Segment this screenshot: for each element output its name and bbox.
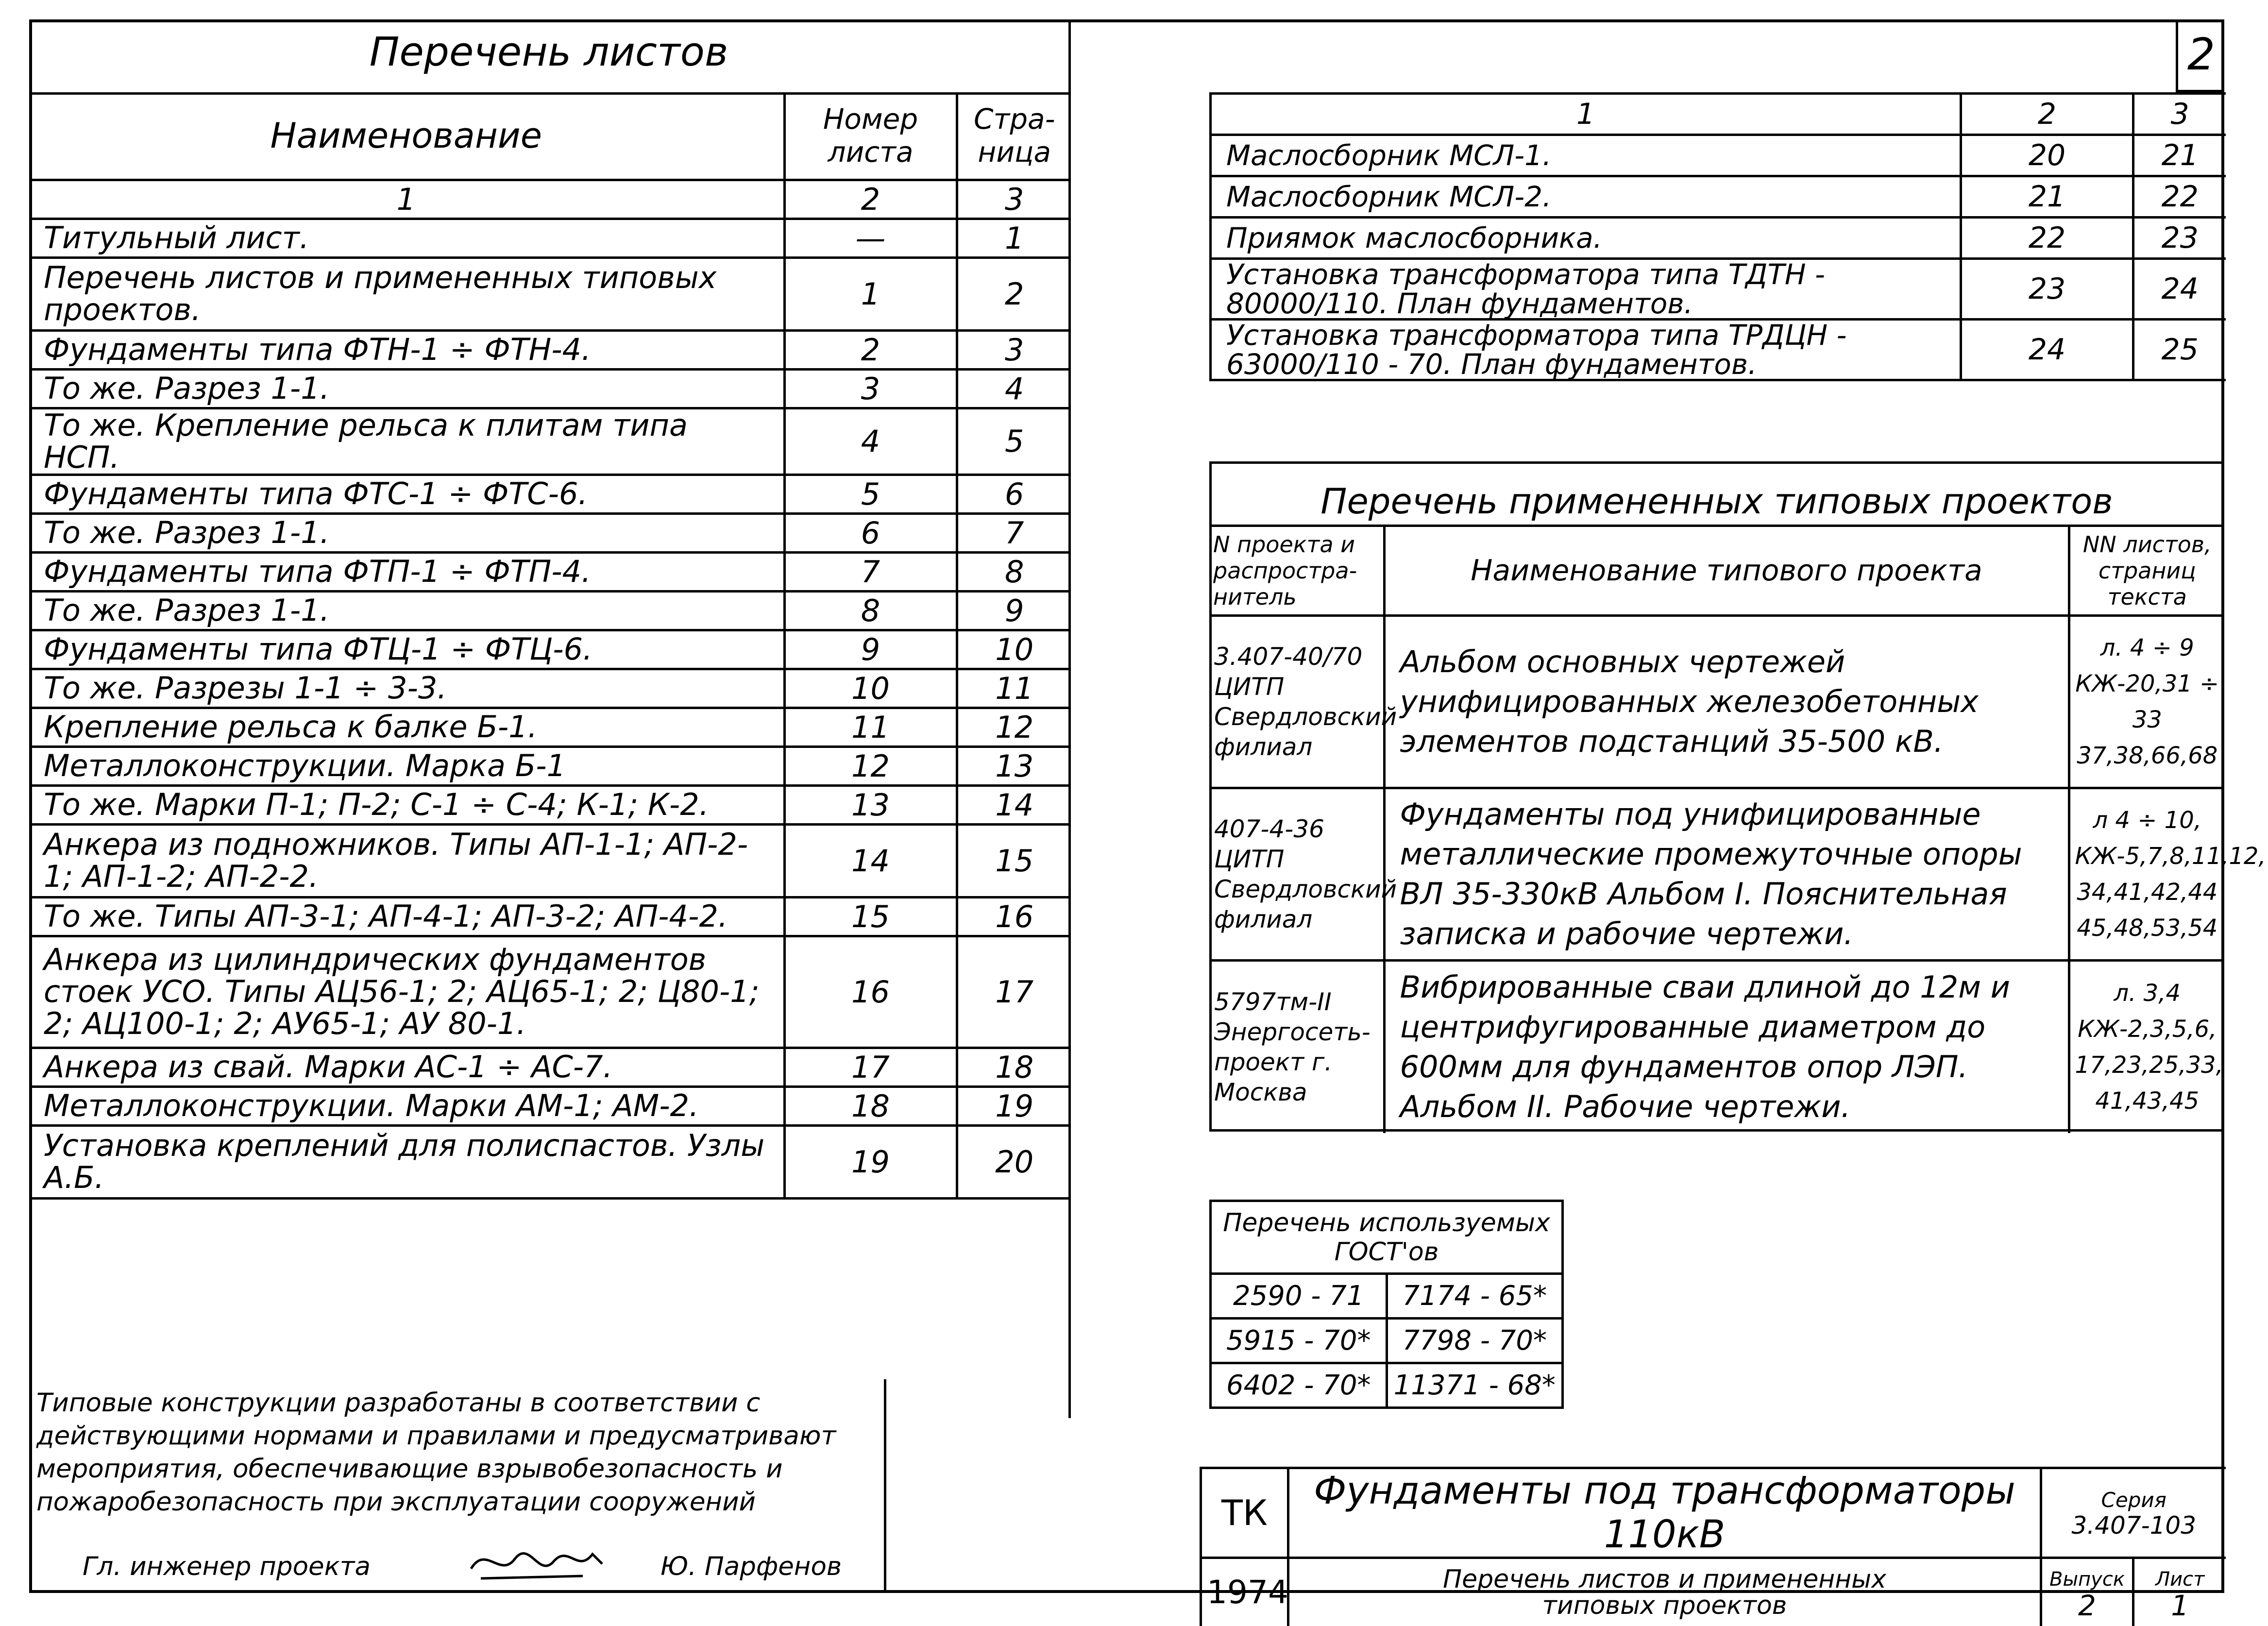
table-row: [1209, 788, 2224, 961]
row-page-number: 8: [957, 552, 1071, 591]
gost-code: 6402 - 70*: [1211, 1363, 1387, 1408]
sheet-cell: [2133, 1558, 2226, 1626]
table-row: [29, 669, 1071, 708]
row-name: Установка креплений для полиспастов. Узлы А.Б.: [29, 1125, 784, 1198]
table-row: [29, 824, 1071, 897]
row-sheet-number: 9: [784, 630, 957, 669]
row-page-number: 5: [957, 408, 1071, 474]
row-name: Установка трансформатора типа ТРДЦН - 63000/110 - 70. План фундаментов.: [1211, 320, 1961, 380]
row-name: То же. Разрезы 1-1 ÷ 3-3.: [29, 669, 784, 708]
row-page-number: 19: [957, 1086, 1071, 1125]
projects-table: [1209, 525, 2266, 1133]
row-sheet-number: 5: [784, 474, 957, 513]
gost-code: 2590 - 71: [1211, 1274, 1387, 1319]
row-sheet-number: 15: [784, 897, 957, 936]
row-sheet-number: —: [784, 219, 957, 257]
project-sheets: л. 3,4 КЖ-2,3,5,6, 17,23,25,33, 41,43,45: [2069, 961, 2224, 1133]
row-name: Маслосборник МСЛ-1.: [1211, 135, 1961, 176]
row-sheet-number: 6: [784, 513, 957, 552]
row-name: То же. Марки П-1; П-2; С-1 ÷ С-4; К-1; К-2.: [29, 785, 784, 824]
row-sheet-number: 10: [784, 669, 957, 708]
project-name: Фундаменты под унифицированные металлические промежуточные опоры ВЛ 35-330кВ Альбом I. Пояснительная записка и рабочие чертежи.: [1384, 788, 2069, 961]
row-sheet-number: 19: [784, 1125, 957, 1198]
row-page-number: 17: [957, 936, 1071, 1048]
row-page-number: 4: [957, 369, 1071, 408]
row-sheet-number: 1: [784, 257, 957, 330]
signature-role: Гл. инженер проекта: [83, 1552, 371, 1581]
series-label: Серия: [2101, 1488, 2166, 1512]
row-sheet-number: 24: [1961, 320, 2133, 380]
table-row: [29, 513, 1071, 552]
gost-code: 11371 - 68*: [1387, 1363, 1563, 1408]
row-name: То же. Разрез 1-1.: [29, 369, 784, 408]
table-row: [1211, 1274, 1563, 1319]
gost-table: [1209, 1200, 1564, 1409]
table-row: [29, 257, 1071, 330]
row-sheet-number: 22: [1961, 218, 2133, 259]
row-sheet-number: 4: [784, 408, 957, 474]
row-name: То же. Разрез 1-1.: [29, 591, 784, 630]
project-number: 5797тм-II Энергосеть-проект г. Москва: [1209, 961, 1384, 1133]
signature-name: Ю. Парфенов: [660, 1552, 842, 1581]
table-row: [1211, 259, 2226, 320]
signature: [466, 1535, 612, 1588]
row-page-number: 1: [957, 219, 1071, 257]
header-sheet: Номер листа: [784, 92, 957, 180]
row-name: Маслосборник МСЛ-2.: [1211, 176, 1961, 218]
row-sheet-number: 7: [784, 552, 957, 591]
row-page-number: 16: [957, 897, 1071, 936]
table-row: [29, 746, 1071, 785]
table-row: [1211, 1363, 1563, 1408]
col-number: 2: [784, 180, 957, 219]
row-page-number: 13: [957, 746, 1071, 785]
row-sheet-number: 17: [784, 1048, 957, 1086]
project-name: Альбом основных чертежей унифицированных железобетонных элементов подстанций 35-500 кВ.: [1384, 616, 2069, 788]
col-number: 1: [1211, 94, 1961, 135]
row-sheet-number: 8: [784, 591, 957, 630]
row-name: Металлоконструкции. Марка Б-1: [29, 746, 784, 785]
title-block: [1200, 1467, 2226, 1626]
gost-code: 7174 - 65*: [1387, 1274, 1563, 1319]
row-name: Фундаменты типа ФТП-1 ÷ ФТП-4.: [29, 552, 784, 591]
row-page-number: 7: [957, 513, 1071, 552]
header-project-number: N проекта и распростра-нитель: [1209, 526, 1384, 616]
row-name: Анкера из свай. Марки АС-1 ÷ АС-7.: [29, 1048, 784, 1086]
sheet-list-title: Перечень листов: [369, 29, 728, 75]
table-row: [1211, 135, 2226, 176]
table-row: [1211, 320, 2226, 380]
projects-title: Перечень примененных типовых проектов: [1320, 481, 2113, 522]
project-sheets: л. 4 ÷ 9 КЖ-20,31 ÷ 33 37,38,66,68: [2069, 616, 2224, 788]
row-page-number: 15: [957, 824, 1071, 897]
row-page-number: 18: [957, 1048, 1071, 1086]
header-project-sheets: NN листов, страниц текста: [2069, 526, 2224, 616]
series-cell: [2041, 1468, 2226, 1558]
row-name: Титульный лист.: [29, 219, 784, 257]
project-name: Вибрированные сваи длиной до 12м и центрифугированные диаметром до 600мм для фундаментов опор ЛЭП. Альбом II. Рабочие чертежи.: [1384, 961, 2069, 1133]
row-sheet-number: 21: [1961, 176, 2133, 218]
col-number: 3: [957, 180, 1071, 219]
row-name: Крепление рельса к балке Б-1.: [29, 708, 784, 746]
row-page-number: 2: [957, 257, 1071, 330]
row-page-number: 25: [2133, 320, 2226, 380]
row-name: Фундаменты типа ФТН-1 ÷ ФТН-4.: [29, 330, 784, 369]
row-page-number: 6: [957, 474, 1071, 513]
row-name: То же. Крепление рельса к плитам типа НСП.: [29, 408, 784, 474]
notes-text: Типовые конструкции разработаны в соответствии с действующими нормами и правилами и предусматривают мероприятия, обеспечивающие взрывобезопасность и пожаробезопасность при эксплуатации сооружений: [36, 1388, 836, 1517]
col-number: 3: [2133, 94, 2226, 135]
row-sheet-number: 16: [784, 936, 957, 1048]
notes-border-right: [884, 1379, 886, 1593]
table-row: [1209, 961, 2224, 1133]
table-row: [1211, 218, 2226, 259]
gost-title: Перечень используемых ГОСТ'ов: [1211, 1201, 1563, 1274]
header-page: Стра-ница: [957, 92, 1071, 180]
row-sheet-number: 13: [784, 785, 957, 824]
table-row: [29, 785, 1071, 824]
row-page-number: 23: [2133, 218, 2226, 259]
table-row: [29, 474, 1071, 513]
header-name: Наименование: [29, 92, 784, 180]
table-row: [29, 708, 1071, 746]
row-page-number: 21: [2133, 135, 2226, 176]
org-code: ТК: [1201, 1468, 1288, 1558]
row-name: Анкера из подножников. Типы АП-1-1; АП-2-1; АП-1-2; АП-2-2.: [29, 824, 784, 897]
issue-cell: [2041, 1558, 2133, 1626]
row-page-number: 12: [957, 708, 1071, 746]
row-page-number: 20: [957, 1125, 1071, 1198]
page-number: 2: [2176, 19, 2224, 92]
row-sheet-number: 14: [784, 824, 957, 897]
row-name: Металлоконструкции. Марки АМ-1; АМ-2.: [29, 1086, 784, 1125]
project-sheets: л 4 ÷ 10, КЖ-5,7,8,11,12, 34,41,42,44 45,48,53,54: [2069, 788, 2224, 961]
issue-label: Выпуск: [2049, 1568, 2125, 1591]
row-sheet-number: 3: [784, 369, 957, 408]
row-name: Анкера из цилиндрических фундаментов стоек УСО. Типы АЦ56-1; 2; АЦ65-1; 2; Ц80-1; 2; АЦ100-1; 2; АУ65-1; АУ 80-1.: [29, 936, 784, 1048]
sheet-label: Лист: [2155, 1568, 2205, 1591]
row-sheet-number: 20: [1961, 135, 2133, 176]
gost-code: 5915 - 70*: [1211, 1319, 1387, 1363]
table-row: [29, 1125, 1071, 1198]
row-name: Фундаменты типа ФТЦ-1 ÷ ФТЦ-6.: [29, 630, 784, 669]
row-sheet-number: 11: [784, 708, 957, 746]
col-number: 1: [29, 180, 784, 219]
drawing-subtitle: Перечень листов и примененных типовых проектов: [1288, 1558, 2041, 1626]
row-sheet-number: 2: [784, 330, 957, 369]
row-page-number: 10: [957, 630, 1071, 669]
project-number: 407-4-36 ЦИТП Свердловский филиал: [1209, 788, 1384, 961]
sheet-value: 1: [2171, 1589, 2189, 1622]
row-name: Приямок маслосборника.: [1211, 218, 1961, 259]
row-page-number: 14: [957, 785, 1071, 824]
table-row: [29, 630, 1071, 669]
table-row: [29, 936, 1071, 1048]
row-name: Установка трансформатора типа ТДТН - 80000/110. План фундаментов.: [1211, 259, 1961, 320]
row-sheet-number: 18: [784, 1086, 957, 1125]
year: 1974: [1201, 1558, 1288, 1626]
table-row: [29, 897, 1071, 936]
project-number: 3.407-40/70 ЦИТП Свердловский филиал: [1209, 616, 1384, 788]
table-row: [29, 408, 1071, 474]
series-value: 3.407-103: [2071, 1511, 2197, 1540]
table-row: [1211, 176, 2226, 218]
row-name: То же. Типы АП-3-1; АП-4-1; АП-3-2; АП-4-2.: [29, 897, 784, 936]
gost-code: 7798 - 70*: [1387, 1319, 1563, 1363]
table-row: [29, 552, 1071, 591]
table-row: [29, 369, 1071, 408]
header-project-name: Наименование типового проекта: [1384, 526, 2069, 616]
table-row: [29, 219, 1071, 257]
row-sheet-number: 23: [1961, 259, 2133, 320]
table-row: [1211, 1319, 1563, 1363]
table-row: [1209, 616, 2224, 788]
row-sheet-number: 12: [784, 746, 957, 785]
drawing-title: Фундаменты под трансформаторы 110кВ: [1288, 1468, 2041, 1558]
table-row: [29, 591, 1071, 630]
row-page-number: 3: [957, 330, 1071, 369]
row-name: Фундаменты типа ФТС-1 ÷ ФТС-6.: [29, 474, 784, 513]
row-page-number: 24: [2133, 259, 2226, 320]
col-number: 2: [1961, 94, 2133, 135]
sheet-list-table: [29, 92, 1071, 1200]
row-name: То же. Разрез 1-1.: [29, 513, 784, 552]
row-name: Перечень листов и примененных типовых проектов.: [29, 257, 784, 330]
table-row: [29, 1048, 1071, 1086]
continuation-table: [1209, 92, 2226, 381]
row-page-number: 11: [957, 669, 1071, 708]
table-row: [29, 1086, 1071, 1125]
issue-value: 2: [2078, 1589, 2096, 1622]
row-page-number: 9: [957, 591, 1071, 630]
row-page-number: 22: [2133, 176, 2226, 218]
table-row: [29, 330, 1071, 369]
